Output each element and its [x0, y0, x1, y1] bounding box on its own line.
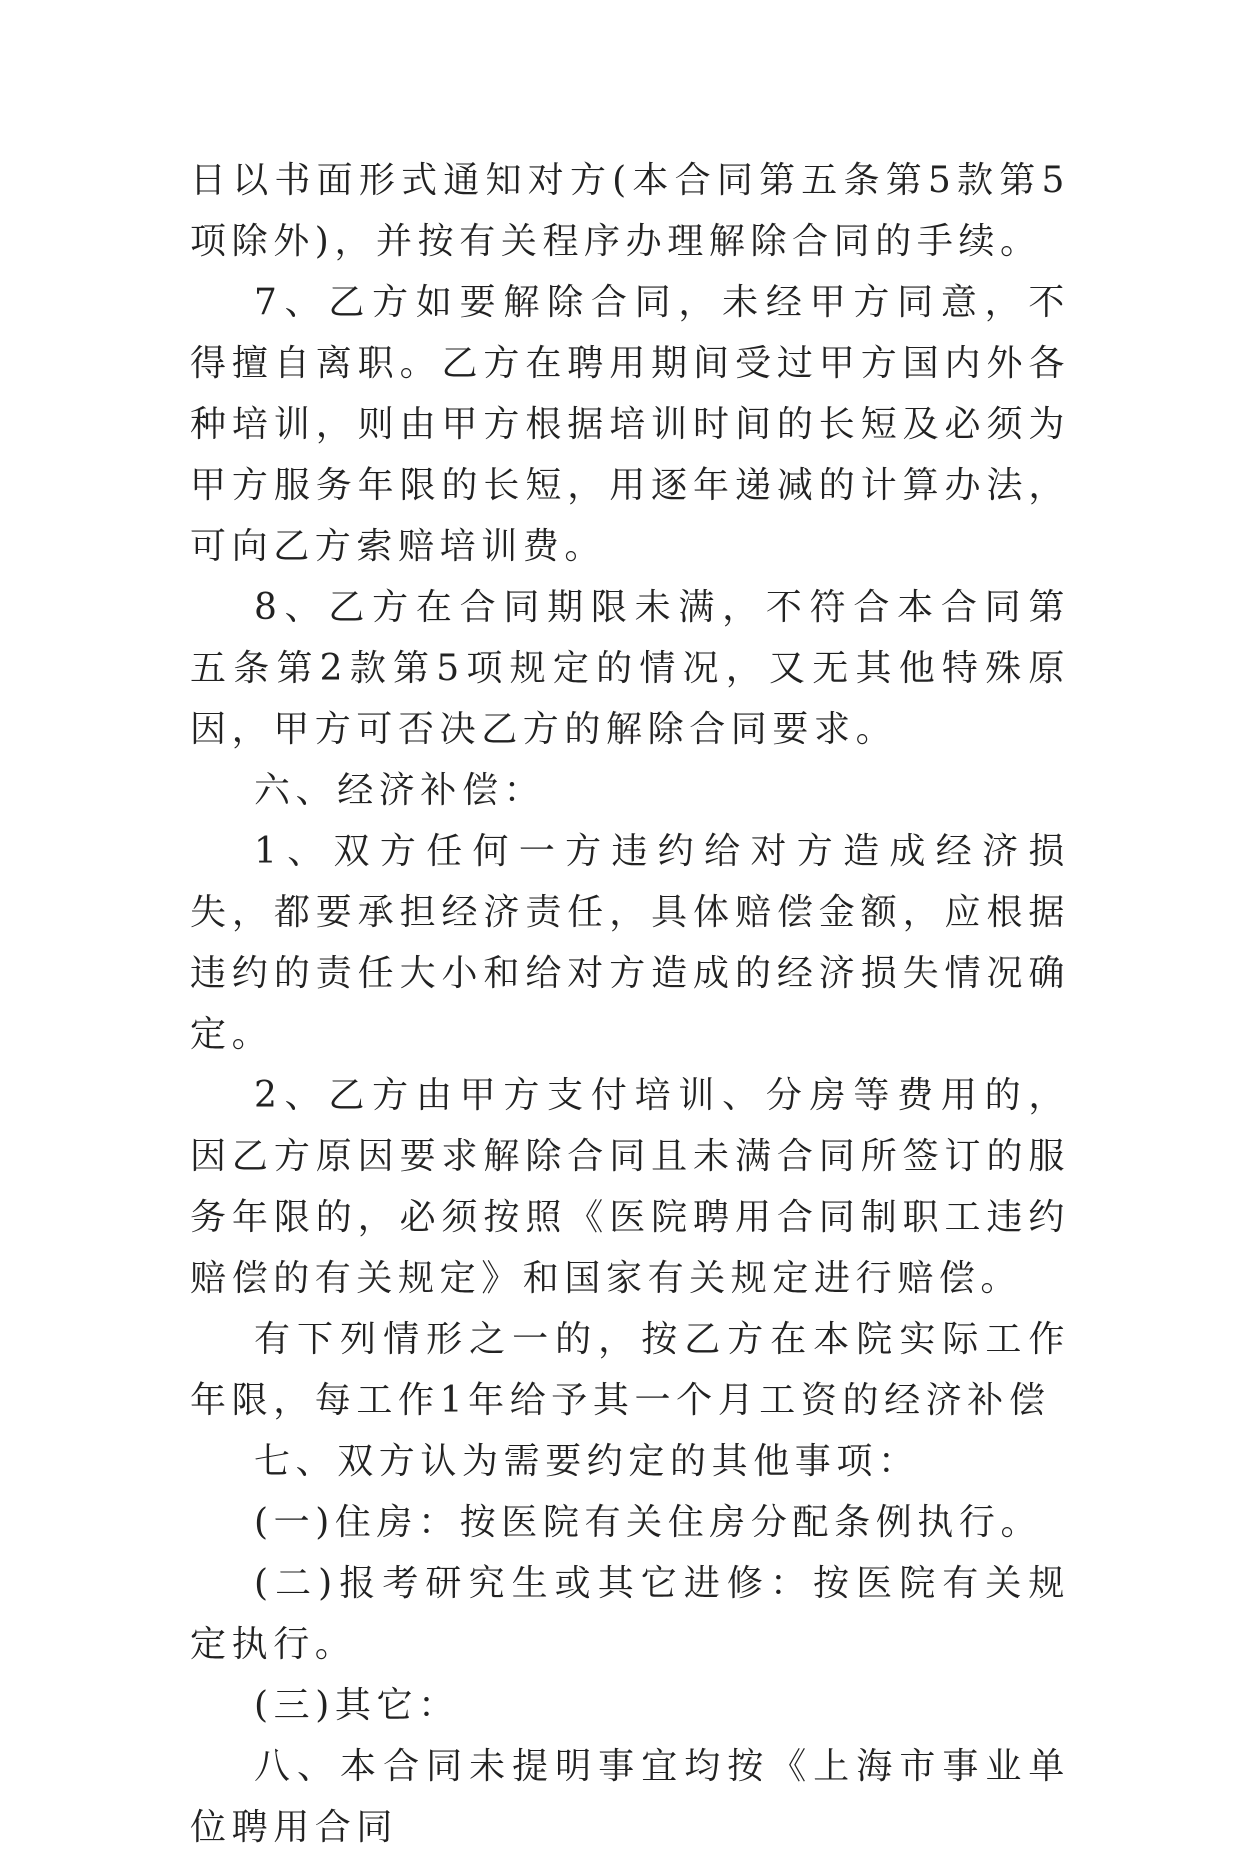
paragraph-further-study: (二)报考研究生或其它进修：按医院有关规定执行。 [190, 1563, 1070, 1665]
section-heading-other-matters: 七、双方认为需要约定的其他事项： [254, 1441, 920, 1482]
paragraph-compensation-1: 1、双方任何一方违约给对方造成经济损失，都要承担经济责任，具体赔偿金额，应根据违约的责任大小和给对方造成的经济损失情况确定。 [190, 831, 1070, 1055]
document-body [190, 150, 1070, 1858]
section-heading-unmentioned-matters: 八、本合同未提明事宜均按《上海市事业单位聘用合同 [190, 1746, 1070, 1848]
paragraph-housing: (一)住房：按医院有关住房分配条例执行。 [254, 1502, 1043, 1543]
paragraph-clause-8: 8、乙方在合同期限未满，不符合本合同第五条第2款第5项规定的情况，又无其他特殊原因，甲方可否决乙方的解除合同要求。 [190, 587, 1070, 750]
paragraph-compensation-2: 2、乙方由甲方支付培训、分房等费用的，因乙方原因要求解除合同且未满合同所签订的服务年限的，必须按照《医院聘用合同制职工违约赔偿的有关规定》和国家有关规定进行赔偿。 [190, 1075, 1070, 1299]
paragraph-others: (三)其它： [254, 1685, 460, 1726]
paragraph-termination-notice: 日以书面形式通知对方(本合同第五条第5款第5项除外)，并按有关程序办理解除合同的手续。 [190, 160, 1070, 262]
section-heading-economic-compensation: 六、经济补偿： [254, 770, 546, 811]
paragraph-clause-7: 7、乙方如要解除合同，未经甲方同意，不得擅自离职。乙方在聘用期间受过甲方国内外各种培训，则由甲方根据培训时间的长短及必须为甲方服务年限的长短，用逐年递减的计算办法，可向乙方索赔培训费。 [190, 282, 1070, 567]
paragraph-compensation-cases: 有下列情形之一的，按乙方在本院实际工作年限，每工作1年给予其一个月工资的经济补偿 [190, 1319, 1070, 1421]
